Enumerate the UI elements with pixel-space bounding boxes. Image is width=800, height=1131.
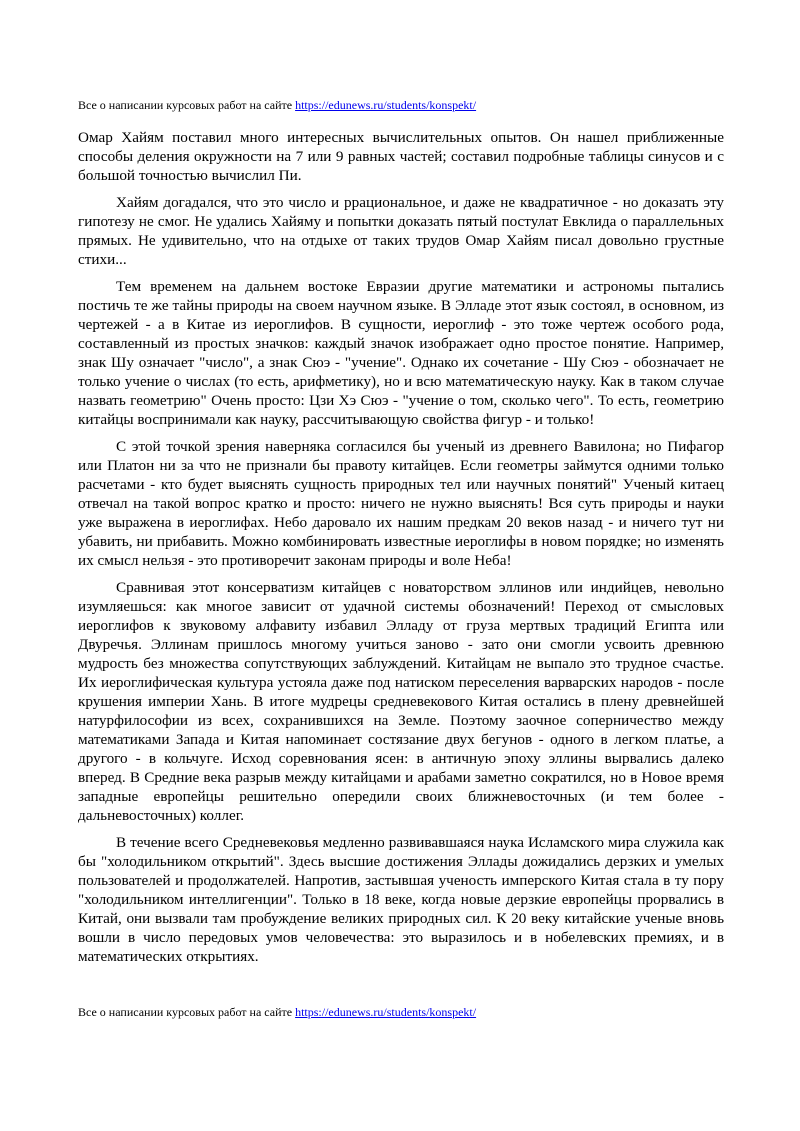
paragraph-4: С этой точкой зрения наверняка согласился бы ученый из древнего Вавилона; но Пифагор или Платон ни за что не признали бы правоту китайцев. Если геометры займутся одними только расчетами - кто будет выяснять сущность природных тел или научных понятий" Ученый китаец отвечал на такой вопрос кратко и просто: ничего не нужно выяснять! Вся суть природы и науки уже выражена в иероглифах. Небо даровало их нашим предкам 20 веков назад - и ничего тут ни убавить, ни прибавить. Можно комбинировать известные иероглифы в новом порядке; но изменять их смысл нельзя - это противоречит законам природы и воле Неба! [78, 438, 724, 569]
paragraph-2: Хайям догадался, что это число и ррациональное, и даже не квадратичное - но доказать эту гипотезу не смог. Не удались Хайяму и попытки доказать пятый постулат Евклида о параллельных прямых. Не удивительно, что на отдыхе от таких трудов Омар Хайям писал довольно грустные стихи... [78, 194, 724, 268]
page-header [78, 98, 476, 112]
footer-link[interactable]: https://edunews.ru/students/konspekt/ [295, 1005, 477, 1019]
page-footer [78, 1005, 476, 1019]
paragraph-6: В течение всего Средневековья медленно развивавшаяся наука Исламского мира служила как бы "холодильником открытий". Здесь высшие достижения Эллады дожидались дерзких и умелых пользователей и продолжателей. Напротив, застывшая ученость имперского Китая стала в ту пору "холодильником интеллигенции". Только в 18 веке, когда новые дерзкие европейцы прорвались в Китай, они вызвали там пробуждение великих природных сил. К 20 веку китайские ученые вновь вошли в число передовых умов человечества: это выразилось и в нобелевских премиях, и в математических открытиях. [78, 834, 724, 965]
paragraph-5: Сравнивая этот консерватизм китайцев с новаторством эллинов или индийцев, невольно изумляешься: как многое зависит от удачной системы обозначений! Переход от смысловых иероглифов к звуковому алфавиту избавил Элладу от груза мертвых традиций Египта или Двуречья. Эллинам пришлось многому учиться заново - зато они смогли усвоить древнюю мудрость без множества сопутствующих заблуждений. Китайцам не выпало это трудное счастье. Их иероглифическая культура устояла даже под натиском переселения варварских народов - после крушения империи Хань. В итоге мудрецы средневекового Китая остались в плену древнейшей натурфилософии из всех, сохранившихся на Земле. Поэтому заочное соперничество между математиками Запада и Китая напоминает состязание двух бегунов - одного в легком платье, а другого - в кольчуге. Исход соревнования ясен: в античную эпоху эллины вырвались далеко вперед. В Средние века разрыв между китайцами и арабами заметно сократился, но в Новое время западные европейцы решительно опередили своих ближневосточных (и тем более - дальневосточных) коллег. [78, 579, 724, 824]
paragraph-1: Омар Хайям поставил много интересных вычислительных опытов. Он нашел приближенные способы деления окружности на 7 или 9 равных частей; составил подробные таблицы синусов и с большой точностью вычислил Пи. [78, 129, 724, 184]
header-link[interactable]: https://edunews.ru/students/konspekt/ [295, 98, 477, 112]
document-body [78, 128, 724, 974]
footer-text: Все о написании курсовых работ на сайте [78, 1005, 296, 1019]
header-text: Все о написании курсовых работ на сайте [78, 98, 296, 112]
paragraph-3: Тем временем на дальнем востоке Евразии другие математики и астрономы пытались постичь те же тайны природы на своем научном языке. В Элладе этот язык состоял, в основном, из чертежей - а в Китае из иероглифов. В сущности, иероглиф - это тоже чертеж особого рода, составленный из простых значков: каждый значок изображает одно простое понятие. Например, знак Шу означает "число", а знак Сюэ - "учение". Однако их сочетание - Шу Сюэ - обозначает не только учение о числах (то есть, арифметику), но и всю математическую науку. Как в таком случае назвать геометрию" Очень просто: Цзи Хэ Сюэ - "учение о том, сколько чего". То есть, геометрию китайцы воспринимали как науку, рассчитывающую свойства фигур - и только! [78, 278, 724, 428]
